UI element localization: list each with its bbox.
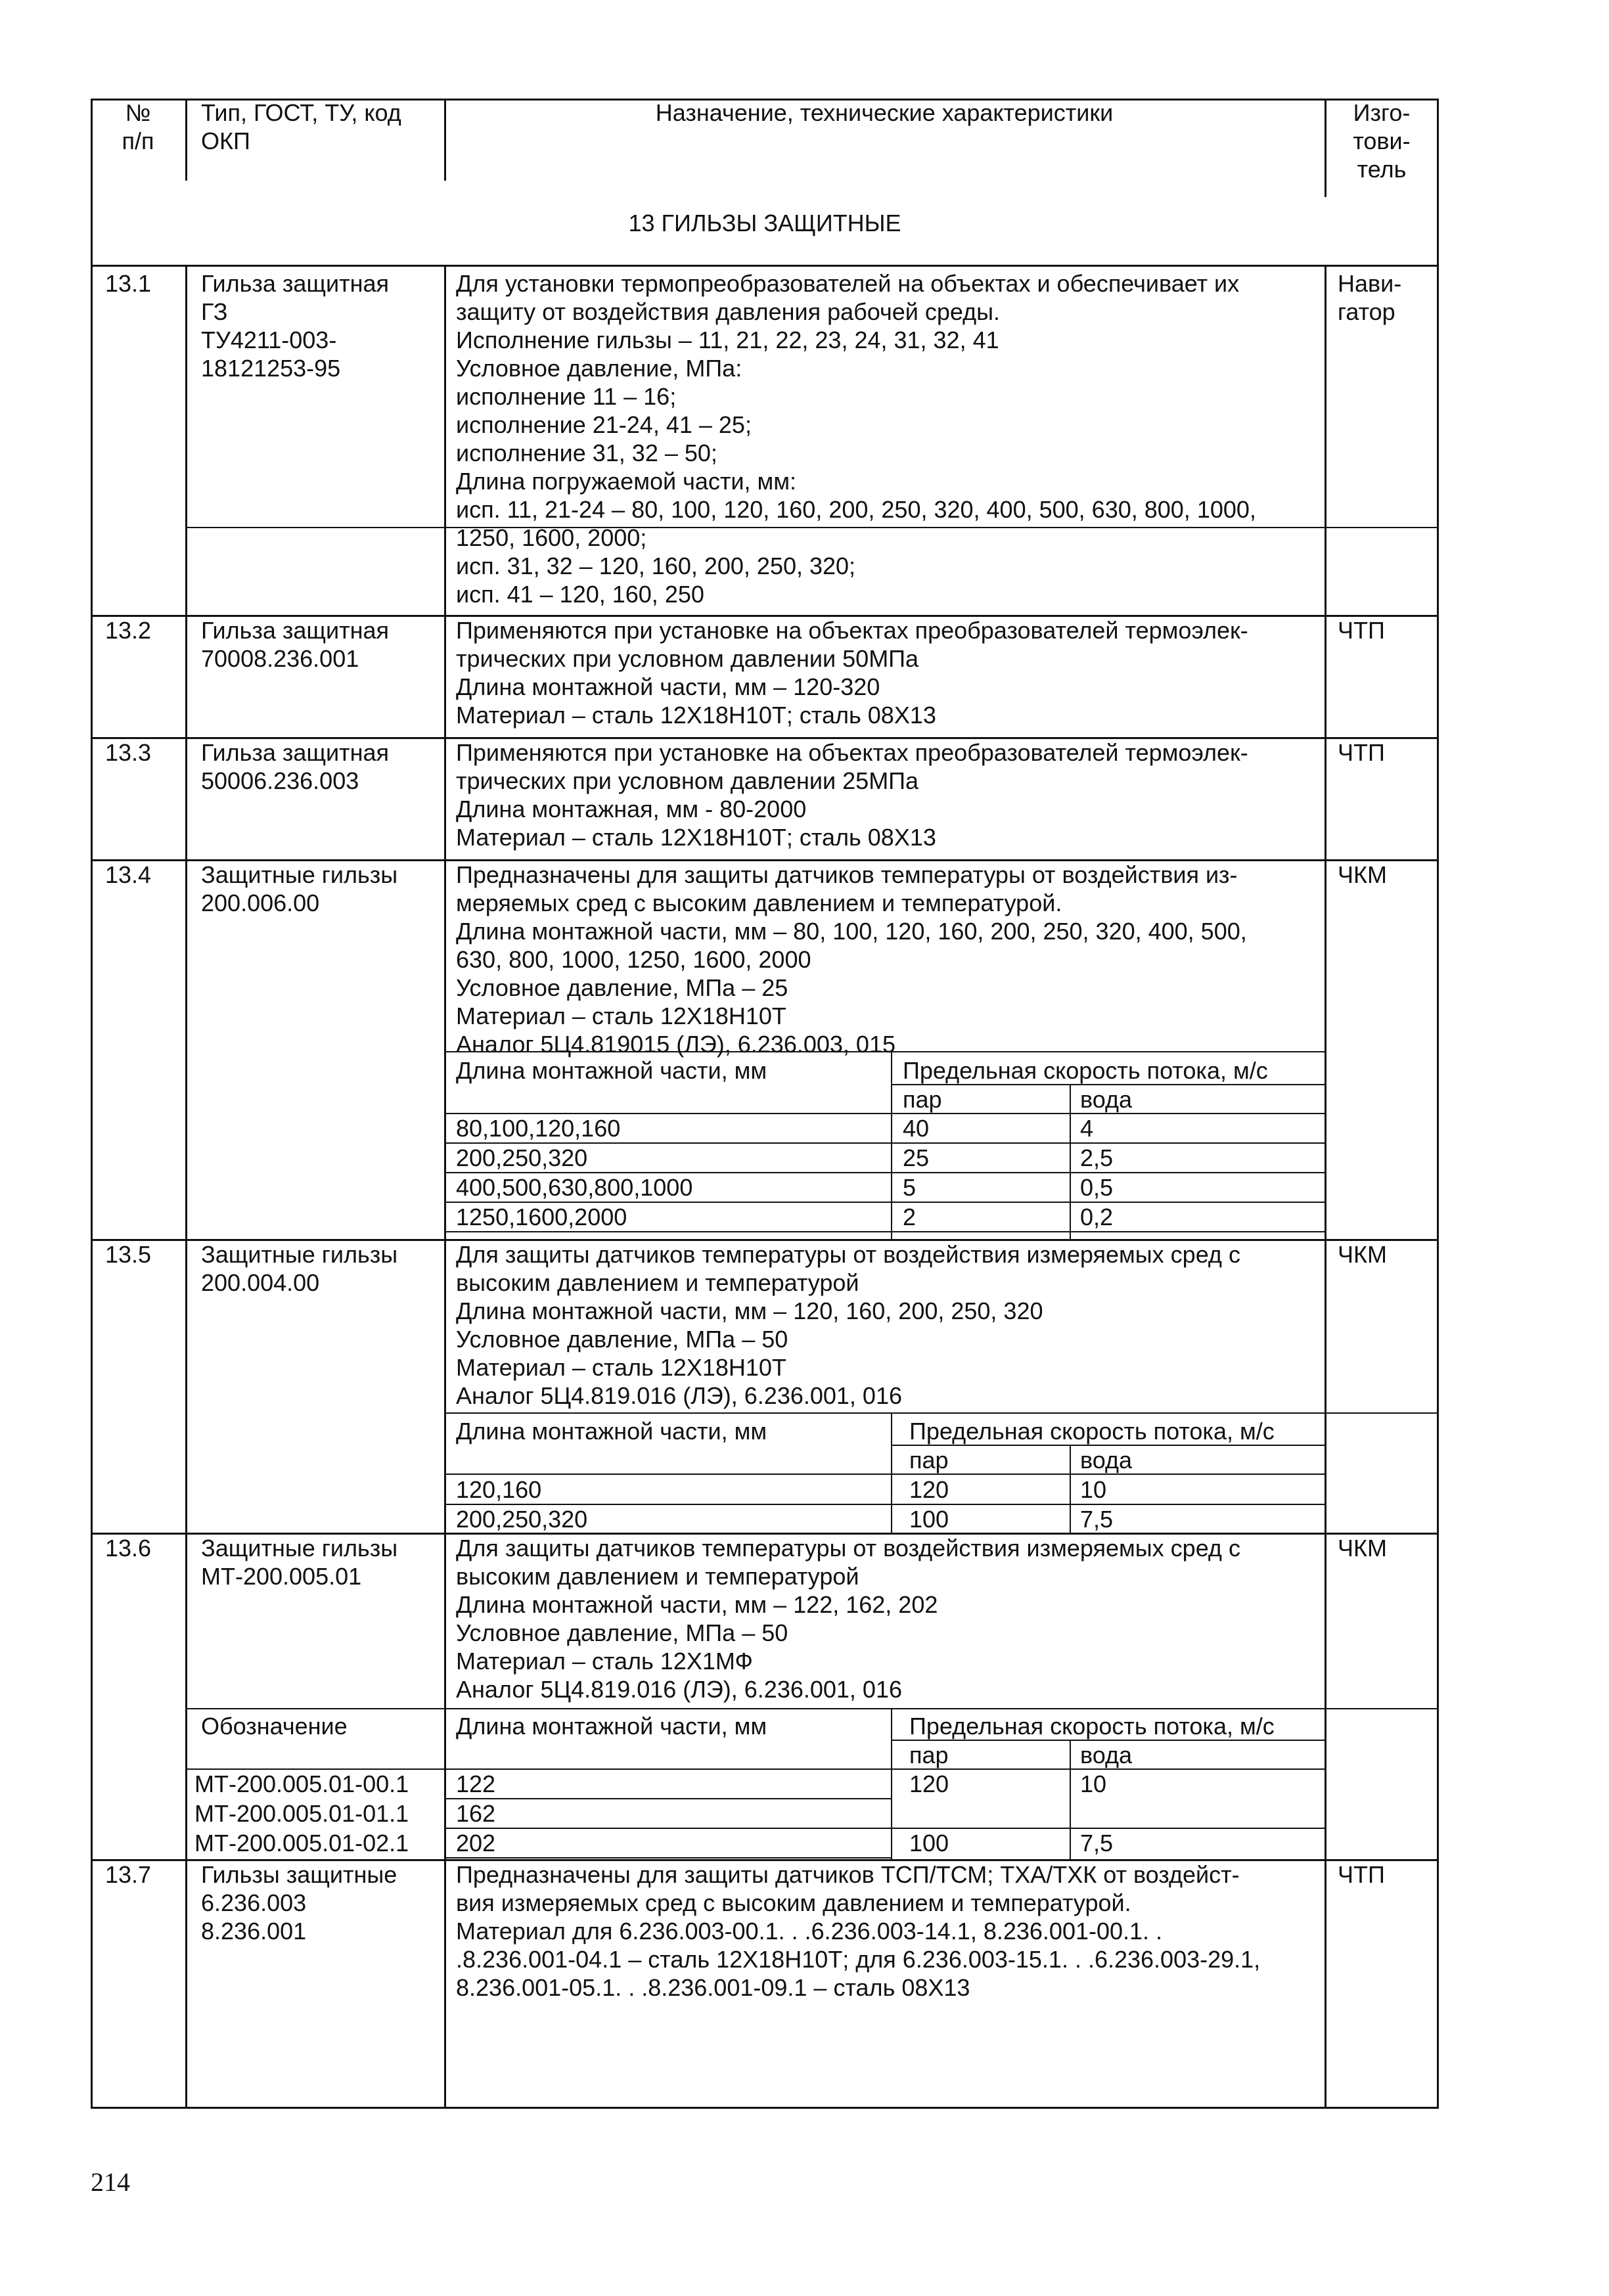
- subtable-cell-length: 122: [456, 1770, 496, 1797]
- subtable-header-length: Длина монтажной части, мм: [456, 1418, 767, 1445]
- row-description: Материал – сталь 12Х1МФ: [456, 1648, 753, 1675]
- header-maker: тови-: [1353, 127, 1411, 154]
- row-description: 630, 800, 1000, 1250, 1600, 2000: [456, 946, 811, 973]
- row-type: 200.006.00: [201, 889, 320, 916]
- row-description: Условное давление, МПа – 25: [456, 974, 788, 1001]
- column-divider: [185, 734, 187, 861]
- subtable-cell-water: 7,5: [1080, 1830, 1114, 1857]
- row-maker: Нави-: [1338, 270, 1402, 297]
- row-number: 13.7: [105, 1861, 152, 1888]
- header-num: №: [125, 99, 151, 126]
- row-number: 13.1: [105, 270, 152, 297]
- subtable-header-velocity: Предельная скорость потока, м/с: [909, 1713, 1275, 1740]
- subtable-header-designation: Обозначение: [201, 1713, 348, 1740]
- row-type: Гильза защитная: [201, 270, 390, 297]
- row-description: Аналог 5Ц4.819015 (ЛЭ), 6.236.003, 015: [456, 1031, 895, 1058]
- row-type: Гильза защитная: [201, 617, 390, 644]
- row-description: Длина монтажной части, мм – 122, 162, 202: [456, 1591, 938, 1618]
- header-type: Тип, ГОСТ, ТУ, код: [201, 99, 401, 126]
- column-divider: [444, 856, 446, 1240]
- column-divider: [444, 1529, 446, 1860]
- row-description: Применяются при установке на объектах преобразователей термоэлек-: [456, 617, 1248, 644]
- row-description: исп. 11, 21-24 – 80, 100, 120, 160, 200, 250, 320, 400, 500, 630, 800, 1000,: [456, 496, 1256, 523]
- row-maker: ЧТП: [1338, 617, 1385, 644]
- subtable-header-length: Длина монтажной части, мм: [456, 1057, 767, 1084]
- row-description: исполнение 11 – 16;: [456, 383, 677, 410]
- row-description: Для установки термопреобразователей на объектах и обеспечивает их: [456, 270, 1240, 297]
- row-number: 13.6: [105, 1535, 152, 1562]
- row-maker: ЧТП: [1338, 739, 1385, 766]
- row-description: 8.236.001-05.1. . .8.236.001-09.1 – сталь 08Х13: [456, 1974, 970, 2001]
- subtable-cell-length: 200,250,320: [456, 1506, 588, 1533]
- subtable-cell-length: 400,500,630,800,1000: [456, 1174, 693, 1201]
- row-type: 200.004.00: [201, 1269, 320, 1296]
- header-maker: тель: [1357, 156, 1407, 183]
- subtable-cell-steam: 120: [909, 1770, 949, 1797]
- row-type: 50006.236.003: [201, 767, 359, 794]
- row-type: Гильза защитная: [201, 739, 390, 766]
- subtable-col-divider: [1070, 1084, 1071, 1240]
- row-description: Длина монтажная, мм - 80-2000: [456, 796, 807, 822]
- subtable-cell-water: 0,2: [1080, 1204, 1114, 1230]
- row-description: трических при условном давлении 25МПа: [456, 767, 919, 794]
- row-number: 13.3: [105, 739, 152, 766]
- subtable-header-steam: пар: [903, 1086, 942, 1113]
- row-description: Для защиты датчиков температуры от воздействия измеряемых сред с: [456, 1535, 1240, 1562]
- header-num: п/п: [122, 127, 154, 154]
- page-number: 214: [91, 2167, 130, 2197]
- row-type: ГЗ: [201, 298, 228, 325]
- row-description: высоким давлением и температурой: [456, 1269, 859, 1296]
- column-divider: [185, 1856, 187, 2107]
- column-divider: [185, 612, 187, 738]
- row-description: Условное давление, МПа:: [456, 355, 742, 382]
- column-divider: [1325, 856, 1326, 1240]
- subtable-cell-length: 200,250,320: [456, 1144, 588, 1171]
- row-type: ТУ4211-003-: [201, 326, 337, 353]
- subtable-cell-steam: 120: [909, 1476, 949, 1503]
- subtable-cell-steam: 100: [909, 1506, 949, 1533]
- row-description: Длина монтажной части, мм – 120, 160, 200, 250, 320: [456, 1297, 1043, 1324]
- subtable-header-water: вода: [1080, 1447, 1132, 1474]
- row-description: Материал – сталь 12Х18Н10Т; сталь 08Х13: [456, 824, 936, 851]
- subtable-cell-steam: 5: [903, 1174, 917, 1201]
- row-description: Для защиты датчиков температуры от воздействия измеряемых сред с: [456, 1241, 1240, 1268]
- row-description: Материал – сталь 12Х18Н10Т: [456, 1354, 786, 1381]
- column-divider: [185, 856, 187, 1240]
- row-maker: ЧКМ: [1338, 1535, 1387, 1562]
- subtable-cell-length: 120,160: [456, 1476, 542, 1503]
- header-purpose: Назначение, технические характеристики: [655, 99, 1114, 126]
- subtable-cell-steam: 25: [903, 1144, 930, 1171]
- row-description: вия измеряемых сред с высоким давлением и температурой.: [456, 1889, 1131, 1916]
- column-divider: [1325, 612, 1326, 738]
- subtable-header-steam: пар: [909, 1742, 949, 1768]
- row-description: исп. 31, 32 – 120, 160, 200, 250, 320;: [456, 552, 856, 579]
- subtable-header-water: вода: [1080, 1742, 1132, 1768]
- subtable-cell-water: 4: [1080, 1115, 1094, 1142]
- row-description: Предназначены для защиты датчиков ТСП/ТСМ; ТХА/ТХК от воздейст-: [456, 1861, 1240, 1888]
- row-continuation-line: [185, 527, 1439, 528]
- row-type: Гильзы защитные: [201, 1861, 397, 1888]
- subtable-cell-length: 1250,1600,2000: [456, 1204, 627, 1230]
- row-type: 18121253-95: [201, 355, 341, 382]
- row-maker: ЧКМ: [1338, 861, 1387, 888]
- row-maker: ЧКМ: [1338, 1241, 1387, 1268]
- subtable-cell-length: 80,100,120,160: [456, 1115, 621, 1142]
- row-description: Аналог 5Ц4.819.016 (ЛЭ), 6.236.001, 016: [456, 1676, 902, 1703]
- column-divider: [185, 1236, 187, 1534]
- column-divider: [444, 1236, 446, 1534]
- subtable-top: [185, 1708, 1439, 1709]
- row-type: Защитные гильзы: [201, 1535, 398, 1562]
- row-description: Длина монтажной части, мм – 80, 100, 120, 160, 200, 250, 320, 400, 500,: [456, 918, 1247, 945]
- row-description: защиту от воздействия давления рабочей среды.: [456, 298, 1001, 325]
- row-description: 1250, 1600, 2000;: [456, 524, 647, 551]
- subtable-header-velocity: Предельная скорость потока, м/с: [903, 1057, 1268, 1084]
- row-description: Длина погружаемой части, мм:: [456, 468, 796, 495]
- row-number: 13.2: [105, 617, 152, 644]
- subtable-cell-steam: 2: [903, 1204, 917, 1230]
- row-type: 70008.236.001: [201, 645, 359, 672]
- row-number: 13.4: [105, 861, 152, 888]
- header-divider: [185, 99, 187, 181]
- row-description: Аналог 5Ц4.819.016 (ЛЭ), 6.236.001, 016: [456, 1382, 902, 1409]
- row-description: Предназначены для защиты датчиков температуры от воздействия из-: [456, 861, 1238, 888]
- row-description: высоким давлением и температурой: [456, 1563, 859, 1590]
- row-description: Применяются при установке на объектах преобразователей термоэлек-: [456, 739, 1248, 766]
- subtable-col-divider: [891, 1708, 892, 1860]
- subtable-cell-length: 162: [456, 1800, 496, 1827]
- row-description: исполнение 31, 32 – 50;: [456, 439, 717, 466]
- row-maker: ЧТП: [1338, 1861, 1385, 1888]
- row-type: 8.236.001: [201, 1918, 307, 1945]
- subtable-cell-water: 0,5: [1080, 1174, 1114, 1201]
- subtable-col-divider: [1070, 1740, 1071, 1860]
- subtable-cell-water: 2,5: [1080, 1144, 1114, 1171]
- subtable-row-line: [444, 1857, 891, 1858]
- column-divider: [444, 734, 446, 861]
- row-number: 13.5: [105, 1241, 152, 1268]
- row-type: 6.236.003: [201, 1889, 307, 1916]
- column-divider: [1325, 1529, 1326, 1860]
- subtable-cell-designation: МТ-200.005.01-00.1: [194, 1770, 409, 1797]
- subtable-col-divider: [1070, 1445, 1071, 1534]
- subtable-header-water: вода: [1080, 1086, 1132, 1113]
- row-type: Защитные гильзы: [201, 861, 398, 888]
- row-description: Материал – сталь 12Х18Н10Т: [456, 1002, 786, 1029]
- subtable-cell-water: 10: [1080, 1770, 1107, 1797]
- row-description: Материал для 6.236.003-00.1. . .6.236.003-14.1, 8.236.001-00.1. .: [456, 1918, 1163, 1945]
- row-type: МТ-200.005.01: [201, 1563, 362, 1590]
- subtable-col-divider: [891, 1412, 892, 1534]
- header-type: ОКП: [201, 127, 250, 154]
- row-maker: гатор: [1338, 298, 1395, 325]
- subtable-cell-water: 10: [1080, 1476, 1107, 1503]
- subtable-header-steam: пар: [909, 1447, 949, 1474]
- row-description: исполнение 21-24, 41 – 25;: [456, 411, 752, 438]
- subtable-header-bottom: [444, 1474, 1325, 1475]
- column-divider: [1325, 265, 1326, 616]
- subtable-top: [444, 1412, 1439, 1414]
- subtable-cell-designation: МТ-200.005.01-01.1: [194, 1800, 409, 1827]
- subtable-cell-water: 7,5: [1080, 1506, 1114, 1533]
- column-divider: [1325, 1856, 1326, 2107]
- column-divider: [444, 1856, 446, 2107]
- column-divider: [185, 1529, 187, 1860]
- column-divider: [185, 265, 187, 616]
- row-description: Материал – сталь 12Х18Н10Т; сталь 08Х13: [456, 702, 936, 729]
- subtable-header-velocity: Предельная скорость потока, м/с: [909, 1418, 1275, 1445]
- row-description: меряемых сред с высоким давлением и температурой.: [456, 889, 1062, 916]
- row-type: Защитные гильзы: [201, 1241, 398, 1268]
- section-title: 13 ГИЛЬЗЫ ЗАЩИТНЫЕ: [628, 210, 901, 236]
- subtable-col-divider: [891, 1051, 892, 1240]
- row-description: исп. 41 – 120, 160, 250: [456, 581, 704, 608]
- row-description: .8.236.001-04.1 – сталь 12Х18Н10Т; для 6.236.003-15.1. . .6.236.003-29.1,: [456, 1946, 1261, 1973]
- header-maker: Изго-: [1353, 99, 1411, 126]
- column-divider: [1325, 1236, 1326, 1534]
- subtable-row-line: [444, 1798, 891, 1799]
- row-description: Условное давление, МПа – 50: [456, 1619, 788, 1646]
- subtable-header-length: Длина монтажной части, мм: [456, 1713, 767, 1740]
- row-description: Исполнение гильзы – 11, 21, 22, 23, 24, 31, 32, 41: [456, 326, 999, 353]
- subtable-cell-length: 202: [456, 1830, 496, 1857]
- column-divider: [1325, 734, 1326, 861]
- section-bottom-line: [91, 265, 1439, 267]
- subtable-row-line: [444, 1828, 891, 1829]
- column-divider: [444, 612, 446, 738]
- row-description: трических при условном давлении 50МПа: [456, 645, 919, 672]
- row-description: Длина монтажной части, мм – 120-320: [456, 673, 880, 700]
- subtable-cell-steam: 40: [903, 1115, 930, 1142]
- subtable-cell-designation: МТ-200.005.01-02.1: [194, 1830, 409, 1857]
- row-description: Условное давление, МПа – 50: [456, 1326, 788, 1353]
- subtable-cell-steam: 100: [909, 1830, 949, 1857]
- column-divider: [444, 265, 446, 616]
- subtable-row-line: [444, 1231, 1325, 1232]
